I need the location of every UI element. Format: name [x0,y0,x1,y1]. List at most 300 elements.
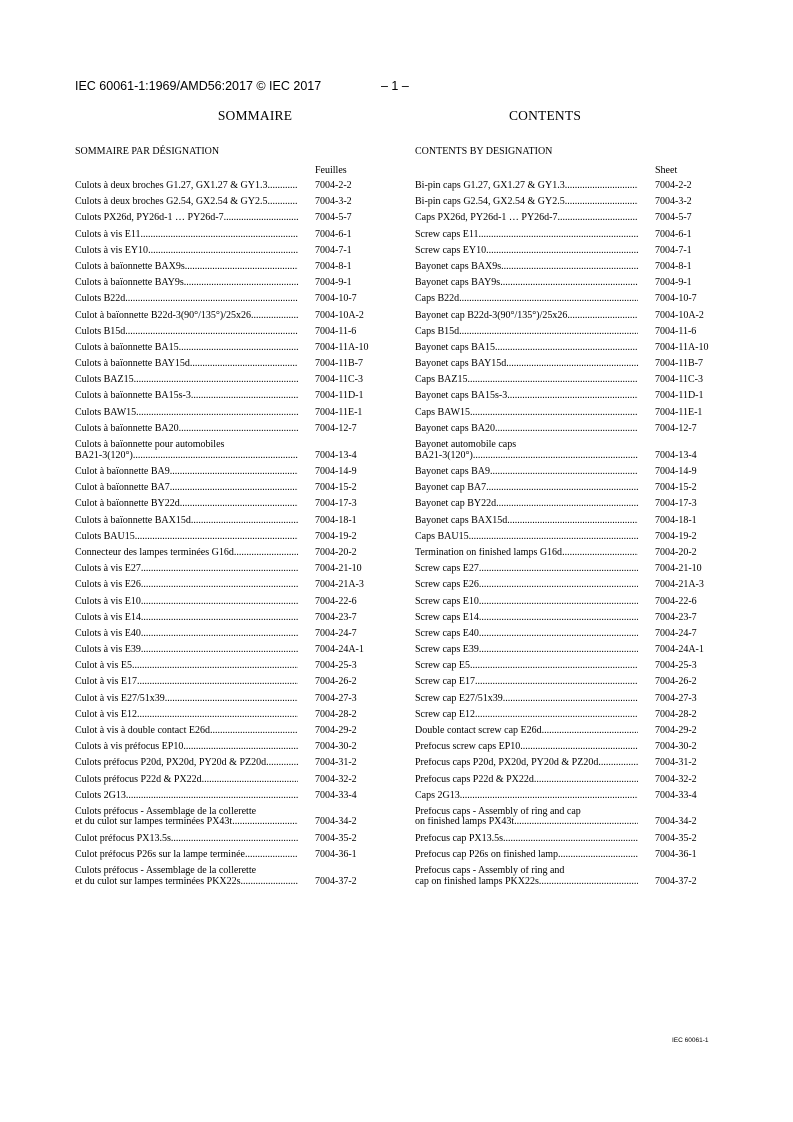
toc-entry-sheet: 7004-11B-7 [315,358,363,370]
dot-leader [170,467,298,478]
dot-leader [558,850,638,861]
toc-entry-label [415,677,638,693]
toc-entry [75,197,395,213]
toc-entry-label [415,532,638,548]
dot-leader [567,311,638,322]
toc-entry-sheet: 7004-35-2 [655,832,697,844]
toc-entry-sheet: 7004-11B-7 [655,358,703,370]
toc-entry-sheet: 7004-11C-3 [315,374,363,386]
page-header [75,79,409,93]
toc-entry-sheet: 7004-31-2 [315,757,357,769]
dot-leader [468,375,639,386]
toc-entry-label-text: Termination on finished lamps G16d [415,547,563,558]
toc-entry-label-text: Screw cap E12 [415,709,475,720]
toc-entry-sheet: 7004-20-2 [315,546,357,558]
toc-entry [75,311,395,327]
toc-entry [75,359,395,375]
toc-entry-label [75,262,298,278]
toc-entry-sheet: 7004-30-2 [315,741,357,753]
toc-entry-sheet: 7004-33-4 [655,789,697,801]
toc-entry [75,375,395,391]
dot-leader [241,877,298,888]
toc-entry-label-text: Culots à vis E10 [75,596,141,607]
toc-entry [415,311,735,327]
toc-entry-label [415,230,638,246]
toc-entry-sheet: 7004-10-7 [315,293,357,305]
toc-entry-sheet: 7004-30-2 [655,741,697,753]
toc-entry [415,343,735,359]
dot-leader [132,661,298,672]
toc-entry-label-text: Bayonet caps BAY9s [415,278,501,289]
dot-leader [141,629,298,640]
toc-entry-label-text: Screw caps E26 [415,580,479,591]
toc-entry [415,181,735,197]
toc-entry [415,775,735,791]
toc-entry-label [415,424,638,440]
toc-entry-sheet: 7004-34-2 [315,816,357,828]
toc-entry-label [75,580,298,596]
dot-leader [191,516,298,527]
toc-entry-label-text: Culots à baïonnette BA15 [75,342,179,353]
toc-entry [75,597,395,613]
toc-entry [415,661,735,677]
toc-entry [415,710,735,726]
toc-entry [75,499,395,515]
toc-entry-label [75,677,298,693]
dot-leader [267,197,298,208]
toc-entry [75,343,395,359]
dot-leader [539,877,638,888]
dot-leader [191,391,298,402]
dot-leader [479,629,638,640]
toc-entry-label [415,613,638,629]
dot-leader [140,230,298,241]
toc-entry-label [75,516,298,532]
toc-entry-label-text: Connecteur des lampes terminées G16d [75,547,234,558]
toc-entry-sheet: 7004-18-1 [655,514,697,526]
dot-leader [495,424,638,435]
toc-entry [75,516,395,532]
toc-entry-sheet: 7004-2-2 [655,180,692,191]
dot-leader [475,710,638,721]
dot-leader [479,645,638,656]
toc-entry-label [75,278,298,294]
toc-entry [75,866,395,893]
toc-entry-label-text: Bayonet cap B22d-3(90°/135°)/25x26 [415,310,568,321]
toc-entry-label-text: Culot à vis E12 [75,709,137,720]
toc-entry-label [415,499,638,515]
toc-entry [75,710,395,726]
toc-entry-label [75,532,298,548]
toc-entry-label-text: Culots à vis E11 [75,229,141,240]
toc-entry [415,564,735,580]
toc-entry-label [75,850,298,866]
toc-entry-label [415,343,638,359]
toc-entry-label-text: Culots 2G13 [75,790,126,801]
toc-entry-label [75,613,298,629]
toc-entry-sheet: 7004-27-3 [655,692,697,704]
toc-entry-label-text: Bayonet cap BY22d [415,499,497,510]
dot-leader [479,597,638,608]
toc-entry [415,548,735,564]
dot-leader [224,213,298,224]
toc-entry-label [75,391,298,407]
toc-entry [415,758,735,774]
dot-leader [503,834,638,845]
toc-entry-label-text: Culots à baïonnette BAY9s [75,278,184,289]
toc-entry [75,483,395,499]
toc-entry-label [415,408,638,424]
toc-entry-label-text: Culot à baïonnette BY22d [75,499,180,510]
toc-entry-sheet: 7004-12-7 [315,422,357,434]
toc-entry-sheet: 7004-22-6 [655,595,697,607]
toc-entry-sheet: 7004-23-7 [655,611,697,623]
toc-entry-label-text: Screw caps E10 [415,596,479,607]
toc-entry-sheet: 7004-29-2 [315,725,357,736]
dot-leader [137,710,298,721]
toc-entry [415,677,735,693]
toc-entry-sheet: 7004-11C-3 [655,374,703,386]
toc-entry-label-text: Screw cap E27/51x39 [415,693,503,704]
toc-entry-label-line2: BA21-3(120°) [75,450,133,461]
toc-entry-label [415,645,638,661]
toc-entry-sheet: 7004-8-1 [655,260,692,272]
toc-entry [415,629,735,645]
toc-entry-sheet: 7004-15-2 [315,482,357,494]
toc-entry-label [415,327,638,343]
toc-entry-sheet: 7004-25-3 [315,660,357,672]
toc-entry-label [75,424,298,440]
toc-entry-sheet: 7004-35-2 [315,832,357,844]
toc-entry-label [75,807,298,834]
toc-entry-label-text: Culots à deux broches G1.27, GX1.27 & GY1.3 [75,181,268,191]
toc-entry-sheet: 7004-21-10 [655,563,702,575]
toc-entry-label-text: Screw caps E14 [415,612,479,623]
toc-entry-label-text: Culots à vis préfocus EP10 [75,742,184,753]
toc-entry-sheet: 7004-34-2 [655,816,697,828]
toc-entry-sheet: 7004-24A-1 [315,644,364,656]
toc-entry-sheet: 7004-11A-10 [315,341,369,353]
toc-entry [75,791,395,807]
toc-entry-sheet: 7004-11E-1 [655,406,703,418]
dot-leader [266,758,298,769]
toc-entry-sheet: 7004-21A-3 [315,579,364,591]
toc-entry [415,866,735,893]
dot-leader [126,791,298,802]
toc-entry-sheet: 7004-28-2 [655,708,697,720]
dot-leader [171,834,298,845]
toc-entry-label [415,483,638,499]
dot-leader [267,181,298,192]
toc-entry-label [415,359,638,375]
toc-entry-label-text: Culots B22d [75,294,126,305]
dot-leader [460,791,638,802]
toc-entry-sheet: 7004-31-2 [655,757,697,769]
english-title: CONTENTS [508,108,582,123]
toc-entry-label-text: Prefocus caps P20d, PX20d, PY20d & PZ20d [415,758,599,769]
toc-entry [75,213,395,229]
toc-entry-sheet: 7004-9-1 [655,277,692,289]
toc-entry-label-text: Culot à baïonnette B22d-3(90°/135°)/25x26 [75,310,252,321]
toc-entry-label [75,375,298,391]
toc-entry-label-text: Culots BAZ15 [75,375,134,386]
toc-entry [415,327,735,343]
toc-entry [415,580,735,596]
toc-entry-label [75,197,298,213]
toc-entry-label [415,597,638,613]
dot-leader [245,850,298,861]
standard-reference: IEC 60061-1:1969/AMD56:2017 © IEC 2017 [75,79,322,93]
toc-entry [415,613,735,629]
toc-entry-sheet: 7004-32-2 [655,773,697,785]
toc-entry-label-text: Culots à deux broches G2.54, GX2.54 & GY2.5 [75,197,268,208]
dot-leader [479,580,638,591]
toc-entry-label-line2: on finished lamps PX43t [415,817,515,828]
toc-entry-label [415,294,638,310]
toc-entry-label [75,597,298,613]
toc-entry-label [75,710,298,726]
toc-entry-sheet: 7004-13-4 [315,449,357,461]
toc-entry-label-text: Culots à baïonnette BA20 [75,423,179,434]
dot-leader [473,451,638,462]
toc-entry-label [75,311,298,327]
toc-entry-label-text: Culots à vis EY10 [75,245,149,256]
toc-entry [75,807,395,834]
toc-entry [75,564,395,580]
toc-entry-label [415,629,638,645]
dot-leader [234,548,298,559]
dot-leader [134,375,298,386]
toc-entry-label-text: Culot à baïonnette BA7 [75,483,170,494]
toc-entry-label-text: Culots B15d [75,326,126,337]
toc-entry-label [415,866,638,893]
toc-entry-sheet: 7004-11D-1 [655,390,704,402]
dot-leader [459,294,638,305]
toc-entry-label-text: Caps BAZ15 [415,375,468,386]
toc-entry-label-text: Caps PX26d, PY26d-1 … PY26d-7 [415,213,558,224]
toc-entry-sheet: 7004-36-1 [315,849,357,861]
toc-entry-sheet: 7004-12-7 [655,422,697,434]
toc-entry-label-text: Screw caps E11 [415,229,479,240]
toc-entry-label-text: Culots à baïonnette BAX9s [75,261,185,272]
toc-entry-sheet: 7004-3-2 [315,196,352,208]
toc-entry [75,294,395,310]
toc-entry-label [75,467,298,483]
toc-entry-label [75,440,298,467]
toc-entry-sheet: 7004-14-9 [315,466,357,477]
dot-leader [507,516,638,527]
toc-entry [415,726,735,742]
toc-entry-sheet: 7004-36-1 [655,849,697,861]
toc-entry-label-text: Culots PX26d, PY26d-1 … PY26d-7 [75,213,224,224]
toc-entry-label [415,694,638,710]
dot-leader [479,564,638,575]
toc-entry-sheet: 7004-27-3 [315,692,357,704]
toc-entry-label [75,327,298,343]
toc-entry-sheet: 7004-28-2 [315,708,357,720]
toc-entry-sheet: 7004-8-1 [315,260,352,272]
toc-entry-label [75,548,298,564]
toc-entry-sheet: 7004-26-2 [315,676,357,688]
toc-entry-label [75,629,298,645]
toc-entry-label-text: Culots à baïonnette BA15s-3 [75,391,191,402]
toc-entry-label [415,834,638,850]
toc-entry-label [75,483,298,499]
dot-leader [490,467,638,478]
dot-leader [148,246,298,257]
toc-entry [415,834,735,850]
toc-entry [75,278,395,294]
toc-entry-label-text: Prefocus cap PX13.5s [415,833,504,844]
toc-entry [75,726,395,742]
toc-entry [415,294,735,310]
toc-entry [75,262,395,278]
toc-entry-label-text: Culots préfocus P20d, PX20d, PY20d & PZ20d [75,758,267,769]
toc-entry-label [75,564,298,580]
toc-entry-label-text: Culot à vis E5 [75,661,132,672]
toc-entry-sheet: 7004-13-4 [655,449,697,461]
toc-entry [75,467,395,483]
dot-leader [470,661,638,672]
toc-entry [415,391,735,407]
toc-entry [415,408,735,424]
toc-entry-label-text: Prefocus caps P22d & PX22d [415,774,534,785]
toc-entry [75,532,395,548]
dot-leader [210,726,298,737]
toc-entry-sheet: 7004-37-2 [655,875,697,887]
dot-leader [495,343,638,354]
toc-entry-sheet: 7004-7-1 [315,244,352,256]
toc-entry-label-text: Culots à vis E39 [75,645,141,656]
toc-entry-label-text: Bayonet caps BAX15d [415,515,508,526]
toc-entry-sheet: 7004-25-3 [655,660,697,672]
toc-entry-label-text: Culot préfocus PX13.5s [75,833,171,844]
toc-entry [415,483,735,499]
toc-entry-label-line2: cap on finished lamps PKX22s [415,876,539,887]
toc-entry-label-text: Culots à vis E14 [75,612,141,623]
toc-entry-label-text: Caps B15d [415,326,460,337]
toc-entry-sheet: 7004-11-6 [655,325,697,337]
toc-entry [415,424,735,440]
toc-entry-sheet: 7004-5-7 [655,212,692,224]
toc-entry-sheet: 7004-3-2 [655,196,692,208]
french-entries [75,181,395,893]
toc-entry-label-text: Culots préfocus P22d & PX22d [75,774,202,785]
toc-entry-sheet: 7004-9-1 [315,277,352,289]
toc-entry-label-line1: Prefocus caps - Assembly of ring and cap [415,806,581,817]
toc-entry-sheet: 7004-21A-3 [655,579,704,591]
toc-entry-label [75,408,298,424]
toc-entry-label [415,661,638,677]
toc-entry [415,532,735,548]
toc-entry [415,742,735,758]
toc-entry-label-text: Culots à baïonnette BAY15d [75,359,190,370]
toc-entry-label-text: Culot à vis E17 [75,677,137,688]
dot-leader [251,311,298,322]
toc-entry [75,661,395,677]
dot-leader [141,564,298,575]
dot-leader [179,424,298,435]
toc-entry-label [75,230,298,246]
toc-entry [415,278,735,294]
toc-entry [415,230,735,246]
toc-entry-label [75,834,298,850]
dot-leader [565,181,638,192]
dot-leader [479,613,638,624]
toc-entry-label-text: Screw caps EY10 [415,245,487,256]
toc-entry-sheet: 7004-11D-1 [315,390,364,402]
dot-leader [190,359,298,370]
toc-entry-label-text: Culot à vis E27/51x39 [75,693,165,704]
toc-entry [75,327,395,343]
french-contents-column [75,108,395,893]
toc-entry-label-text: Screw caps E39 [415,645,479,656]
dot-leader [179,343,298,354]
toc-entry [75,613,395,629]
toc-entry-label-text: Culot préfocus P26s sur la lampe terminée [75,850,245,861]
dot-leader [501,262,638,273]
toc-entry [415,440,735,467]
dot-leader [542,726,638,737]
toc-entry [75,834,395,850]
toc-entry-label-text: Culot à vis à double contact E26d [75,726,210,736]
toc-entry-label-text: Bayonet cap BA7 [415,483,487,494]
toc-entry [415,791,735,807]
toc-entry [75,694,395,710]
toc-entry [75,391,395,407]
dot-leader [562,548,638,559]
toc-entry-sheet: 7004-19-2 [655,530,697,542]
toc-entry-label [75,246,298,262]
toc-entry [415,807,735,834]
dot-leader [125,294,298,305]
toc-entry-label-text: Caps BAU15 [415,531,469,542]
toc-entry [75,181,395,197]
dot-leader [469,532,638,543]
toc-entry-label-text: Culots à vis E40 [75,628,141,639]
toc-entry [415,197,735,213]
toc-entry-label [75,645,298,661]
toc-entry [75,580,395,596]
toc-entry [415,213,735,229]
toc-entry-sheet: 7004-32-2 [315,773,357,785]
dot-leader [486,246,638,257]
dot-leader [598,758,638,769]
toc-entry-sheet: 7004-24-7 [655,627,697,639]
dot-leader [141,597,298,608]
toc-entry-label [75,213,298,229]
toc-entry-sheet: 7004-17-3 [655,498,697,510]
toc-entry-label [75,294,298,310]
toc-entry-label [415,775,638,791]
toc-entry-label [75,343,298,359]
dot-leader [136,408,298,419]
toc-entry [75,645,395,661]
dot-leader [232,817,298,828]
toc-entry-sheet: 7004-29-2 [655,725,697,736]
french-title: SOMMAIRE [217,108,293,123]
dot-leader [470,408,638,419]
dot-leader [170,483,298,494]
toc-entry-label [415,391,638,407]
dot-leader [500,278,638,289]
toc-entry-label [415,278,638,294]
toc-entry-sheet: 7004-20-2 [655,546,697,558]
toc-entry-label [75,694,298,710]
dot-leader [459,327,638,338]
french-subtitle: SOMMAIRE PAR DÉSIGNATION [75,146,220,157]
toc-entry-label [415,710,638,726]
